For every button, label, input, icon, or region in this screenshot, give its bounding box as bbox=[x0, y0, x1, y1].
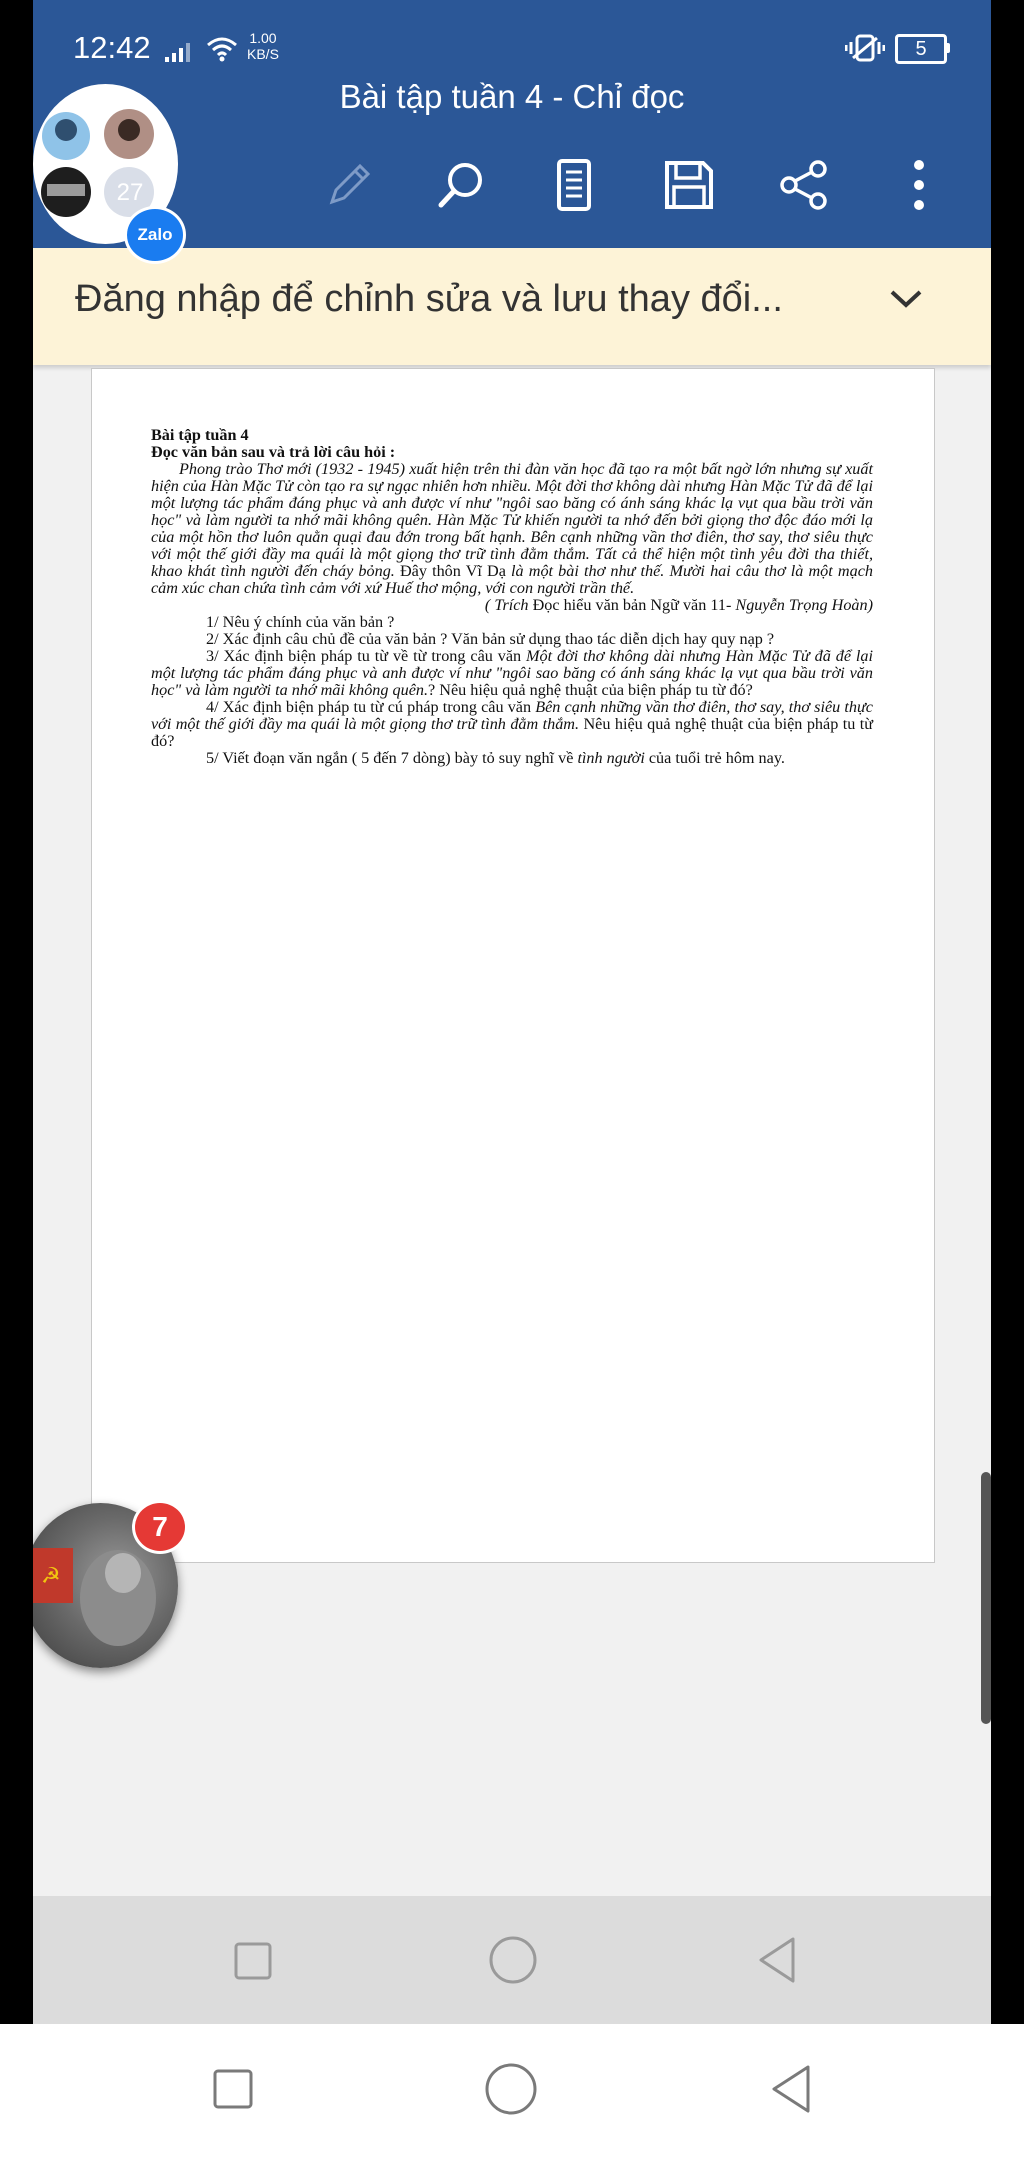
recent-apps-button[interactable] bbox=[208, 2064, 258, 2114]
back-button[interactable] bbox=[762, 2060, 820, 2118]
home-icon[interactable] bbox=[485, 1932, 541, 1988]
word-app bbox=[33, 0, 991, 2024]
battery-icon: 5 bbox=[895, 34, 947, 64]
q3-tail: ? Nêu hiệu quả nghệ thuật của biện pháp tu từ đó? bbox=[428, 681, 753, 699]
q4-lead: 4/ Xác định biện pháp tu từ cú pháp trong câu văn bbox=[206, 698, 536, 716]
svg-text:☭: ☭ bbox=[41, 1564, 61, 1589]
battery-tip bbox=[946, 43, 950, 53]
doc-instruction: Đọc văn bản sau và trả lời câu hỏi : bbox=[151, 443, 396, 461]
zalo-logo: Zalo bbox=[124, 206, 186, 264]
q3-lead: 3/ Xác định biện pháp tu từ về từ trong câu văn bbox=[206, 647, 527, 665]
sign-in-banner-text: Đăng nhập để chỉnh sửa và lưu thay đổi... bbox=[75, 278, 783, 320]
save-icon[interactable] bbox=[659, 150, 719, 220]
net-speed-value: 1.00 bbox=[249, 30, 277, 46]
question-4 bbox=[151, 699, 873, 750]
passage-text: Phong trào Thơ mới (1932 - 1945) xuất hiện trên thi đàn văn học đã tạo ra một bất ngờ lớn nhưng sự xuất hiện của Hàn Mặc Tử còn tạo ra sự ngạc nhiên hơn nhiều. Một đời thơ không dài nhưng Hàn Mặc Tử đã để lại một lượng tác phẩm đáng phục và anh được ví như "ngôi sao băng có ánh sáng khác lạ vụt qua bầu trời văn học" và làm người ta nhớ mãi không quên. Hàn Mặc Tử khiến người ta nhớ đến bởi giọng thơ độc đáo mới lạ của một hồn thơ luôn quằn quại đau đớn trong bất hạnh. Bên cạnh những vần thơ điên, thơ say, thơ siêu thực với một thế giới đầy ma quái là một giọng thơ trữ tình đằm thắm. Tất cả thể hiện một tình yêu đời tha thiết, khao khát tình người đến cháy bỏng. bbox=[151, 460, 873, 580]
net-speed bbox=[247, 30, 279, 62]
chevron-down-icon[interactable] bbox=[889, 288, 923, 314]
zalo-count: 27 bbox=[116, 179, 144, 206]
q3-quote: Một đời thơ không dài nhưng Hàn Mặc Tử đã để lại một lượng tác phẩm đáng phục và anh được ví như "ngôi sao băng có ánh sáng khác lạ vụt qua bầu trời văn học" và làm người ta nhớ mãi không quên. bbox=[151, 647, 874, 699]
q5-tail: của tuổi trẻ hôm nay. bbox=[644, 749, 785, 767]
question-1: 1/ Nêu ý chính của văn bản ? bbox=[206, 613, 395, 631]
signal-icon bbox=[165, 42, 195, 66]
source-open: ( Trích bbox=[484, 596, 529, 614]
question-5 bbox=[151, 750, 873, 767]
q4-tail: Nêu hiệu quả nghệ thuật của biện pháp tu từ đó? bbox=[151, 715, 873, 750]
system-nav-bar bbox=[0, 2024, 1024, 2162]
edit-icon[interactable] bbox=[319, 150, 379, 220]
doc-passage bbox=[151, 461, 873, 597]
reading-view-icon[interactable] bbox=[544, 150, 604, 220]
net-speed-unit: KB/S bbox=[247, 46, 279, 62]
vibrate-icon bbox=[845, 34, 885, 66]
doc-heading: Bài tập tuần 4 bbox=[151, 426, 249, 444]
question-2: 2/ Xác định câu chủ đề của văn bản ? Văn bản sử dụng thao tác diễn dịch hay quy nạp ? bbox=[206, 630, 775, 648]
recent-apps-icon[interactable] bbox=[228, 1936, 278, 1986]
wifi-icon bbox=[205, 34, 239, 66]
document-title: Bài tập tuần 4 - Chỉ đọc bbox=[339, 78, 685, 115]
document-page bbox=[91, 368, 935, 1563]
source-author: Nguyễn Trọng Hoàn) bbox=[735, 596, 873, 614]
more-icon[interactable] bbox=[889, 150, 949, 220]
sign-in-banner[interactable] bbox=[33, 248, 991, 365]
home-button[interactable] bbox=[482, 2060, 540, 2118]
question-3 bbox=[151, 648, 873, 699]
passage-end: là một bài thơ như thế. Mười hai câu thơ là một mạch cảm xúc chan chứa tình cảm với xứ Huế thơ mộng, với con người trần thế. bbox=[151, 562, 873, 597]
doc-source bbox=[151, 597, 873, 614]
source-mid: Đọc hiểu văn bản Ngữ văn 11- bbox=[528, 596, 736, 614]
share-icon[interactable] bbox=[774, 150, 834, 220]
q5-emphasis: tình người bbox=[577, 749, 645, 767]
document-body bbox=[151, 427, 873, 767]
scroll-handle[interactable] bbox=[981, 1472, 991, 1724]
unread-badge: 7 bbox=[132, 1500, 188, 1554]
search-icon[interactable] bbox=[431, 150, 491, 220]
back-icon[interactable] bbox=[749, 1932, 805, 1988]
zalo-chat-bubble[interactable] bbox=[33, 84, 178, 244]
status-time: 12:42 bbox=[73, 30, 151, 65]
passage-upright: Đây thôn Vĩ Dạ bbox=[394, 562, 506, 580]
in-screen-nav-bar bbox=[33, 1896, 991, 2024]
q4-quote: Bên cạnh những vần thơ điên, thơ say, thơ siêu thực với một thế giới đầy ma quái là một giọng thơ trữ tình đằm thắm. bbox=[151, 698, 873, 733]
q5-lead: 5/ Viết đoạn văn ngắn ( 5 đến 7 dòng) bày tỏ suy nghĩ về bbox=[206, 749, 578, 767]
